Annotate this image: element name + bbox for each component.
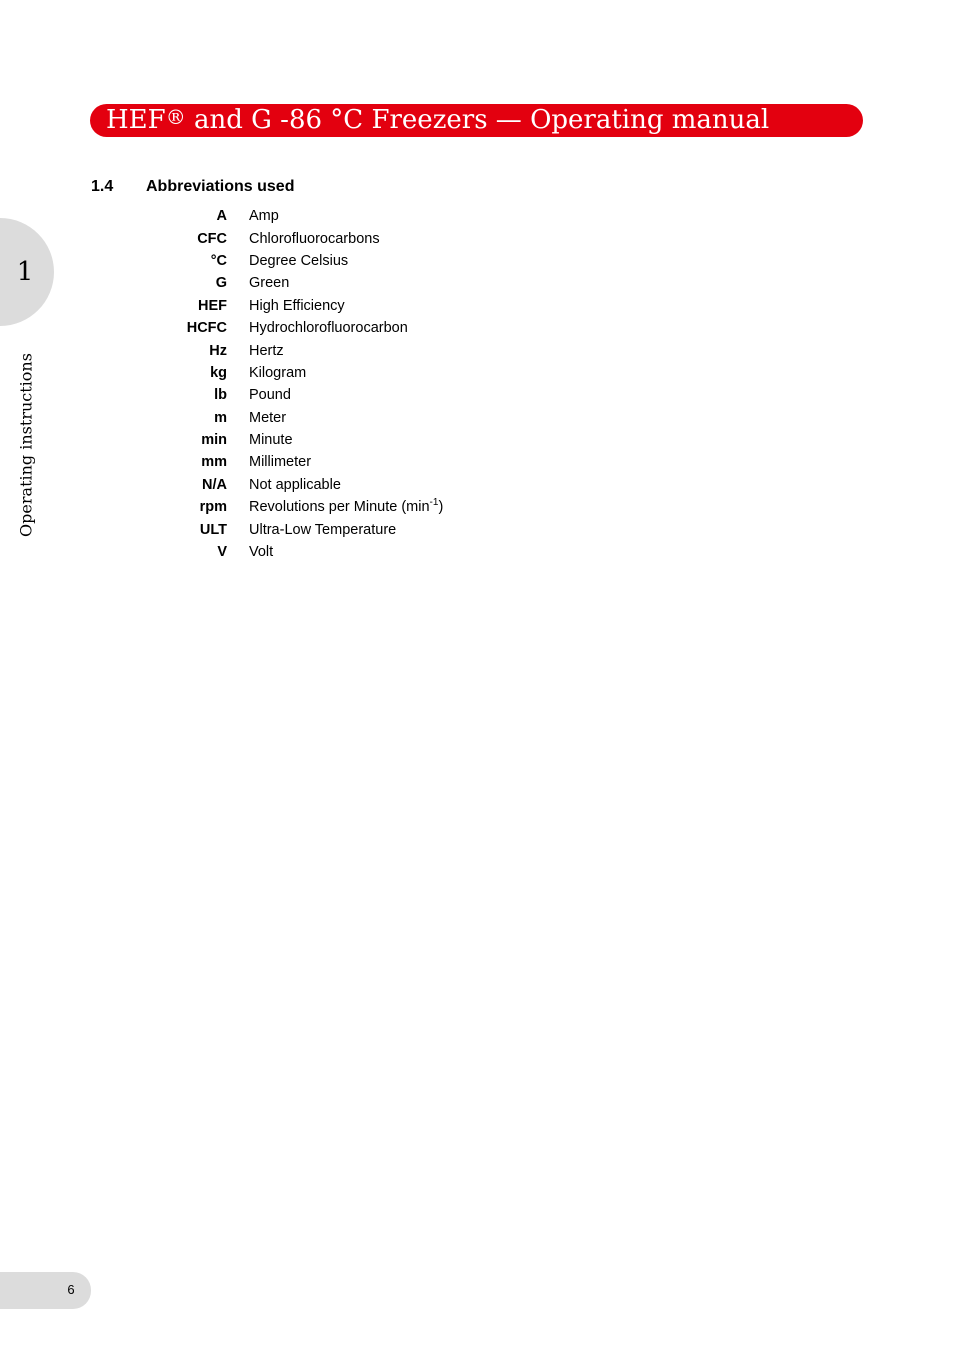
abbreviation-term: CFC: [197, 230, 227, 247]
abbreviation-term: min: [201, 432, 227, 449]
abbreviation-definition: Minute: [249, 432, 293, 449]
section-heading: [91, 178, 294, 196]
abbreviation-term: G: [215, 275, 227, 292]
abbreviation-row: [140, 295, 443, 317]
abbreviation-term: HCFC: [186, 320, 227, 337]
section-title: Abbreviations used: [146, 178, 295, 195]
chapter-side-label: Operating instructions: [16, 353, 36, 537]
abbreviation-row: [140, 407, 443, 429]
abbreviation-term: HEF: [198, 297, 227, 314]
abbreviation-row: [140, 362, 443, 384]
abbreviation-definition: Volt: [249, 544, 274, 561]
abbreviation-definition: Amp: [249, 208, 279, 225]
abbreviation-definition-suffix: ): [438, 499, 444, 516]
abbreviation-term: °C: [210, 252, 227, 269]
abbreviation-definition: Hydrochlorofluorocarbon: [249, 320, 408, 337]
abbreviation-definition: High Efficiency: [249, 297, 345, 314]
abbreviation-row: [140, 518, 443, 540]
abbreviation-definition: Pound: [249, 387, 291, 404]
abbreviation-term: A: [216, 208, 227, 225]
abbreviation-term: lb: [214, 387, 227, 404]
chapter-number: 1: [16, 257, 34, 287]
abbreviation-definition: Millimeter: [249, 454, 312, 471]
abbreviation-term: V: [217, 544, 227, 561]
abbreviation-row: [140, 339, 443, 361]
abbreviation-term: m: [214, 409, 227, 426]
abbreviation-row: [140, 429, 443, 451]
abbreviation-term: N/A: [202, 476, 227, 493]
abbreviation-row: [140, 541, 443, 563]
abbreviation-row: [140, 205, 443, 227]
title-prefix: HEF: [106, 105, 166, 135]
abbreviation-definition: Green: [249, 275, 290, 292]
abbreviation-term: mm: [201, 454, 227, 471]
abbreviation-row: [140, 227, 443, 249]
abbreviation-definition: Ultra-Low Temperature: [249, 521, 397, 538]
abbreviation-definition: Degree Celsius: [249, 252, 349, 269]
abbreviation-term: kg: [210, 364, 227, 381]
page-number: 6: [67, 1282, 75, 1297]
abbreviation-row: [140, 250, 443, 272]
abbreviation-term: rpm: [199, 499, 227, 516]
abbreviation-list: [140, 205, 443, 563]
abbreviation-row: [140, 272, 443, 294]
abbreviation-row: [140, 384, 443, 406]
abbreviation-row: [140, 496, 443, 518]
abbreviation-row: [140, 451, 443, 473]
abbreviation-definition: Meter: [249, 409, 287, 426]
registered-mark: ®: [165, 105, 186, 129]
title-suffix: and G -86 °C Freezers — Operating manual: [185, 105, 770, 135]
abbreviation-superscript: -1: [429, 497, 439, 509]
abbreviation-definition-text: Revolutions per Minute (min: [249, 499, 430, 516]
abbreviation-row: [140, 317, 443, 339]
abbreviation-definition: [249, 499, 443, 515]
abbreviation-row: [140, 474, 443, 496]
page-title-banner: [90, 104, 863, 137]
abbreviation-definition: Hertz: [249, 342, 284, 359]
section-number: 1.4: [91, 178, 114, 195]
abbreviation-term: Hz: [209, 342, 227, 359]
abbreviation-definition: Not applicable: [249, 476, 341, 493]
abbreviation-definition: Chlorofluorocarbons: [249, 230, 380, 247]
abbreviation-term: ULT: [199, 521, 227, 538]
abbreviation-definition: Kilogram: [249, 364, 307, 381]
